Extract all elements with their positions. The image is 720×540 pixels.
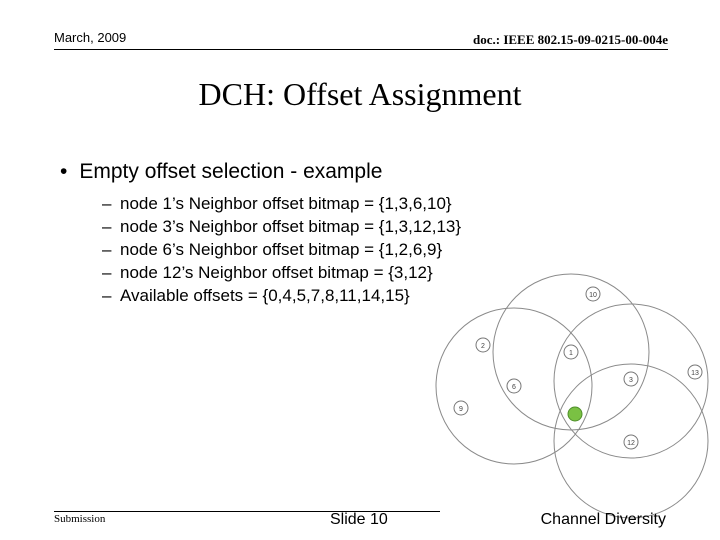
node-label-9: 9 (459, 406, 463, 413)
slide-title: DCH: Offset Assignment (198, 76, 522, 112)
footer-slide-number: Slide 10 (330, 511, 388, 528)
header-date: March, 2009 (54, 30, 127, 45)
selected-node-marker (568, 407, 582, 421)
sub-bullet-text: node 3’s Neighbor offset bitmap = {1,3,12,13} (120, 217, 462, 236)
node-label-12: 12 (627, 440, 635, 447)
sub-bullet-text: node 6’s Neighbor offset bitmap = {1,2,6,9} (120, 240, 443, 259)
node-label-13: 13 (691, 370, 699, 377)
header-doc-id: doc.: IEEE 802.15-09-0215-00-004e (473, 32, 668, 47)
dash-symbol: – (102, 194, 112, 213)
dash-symbol: – (102, 263, 112, 282)
sub-bullet-text: Available offsets = {0,4,5,7,8,11,14,15} (120, 286, 410, 305)
dash-symbol: – (102, 286, 112, 305)
range-circles (436, 274, 708, 518)
node-label-10: 10 (589, 292, 597, 299)
dash-symbol: – (102, 240, 112, 259)
footer-topic: Channel Diversity (540, 511, 666, 528)
node-label-2: 2 (481, 343, 485, 350)
sub-bullet-text: node 12’s Neighbor offset bitmap = {3,12} (120, 263, 433, 282)
dash-symbol: – (102, 217, 112, 236)
footer-submission: Submission (54, 513, 106, 525)
bullet-symbol: • (60, 160, 68, 183)
node-label-3: 3 (629, 377, 633, 384)
sub-bullet-text: node 1’s Neighbor offset bitmap = {1,3,6,10} (120, 194, 452, 213)
bullet-text: Empty offset selection - example (79, 160, 383, 183)
node-label-1: 1 (569, 350, 573, 357)
node-label-6: 6 (512, 384, 516, 391)
